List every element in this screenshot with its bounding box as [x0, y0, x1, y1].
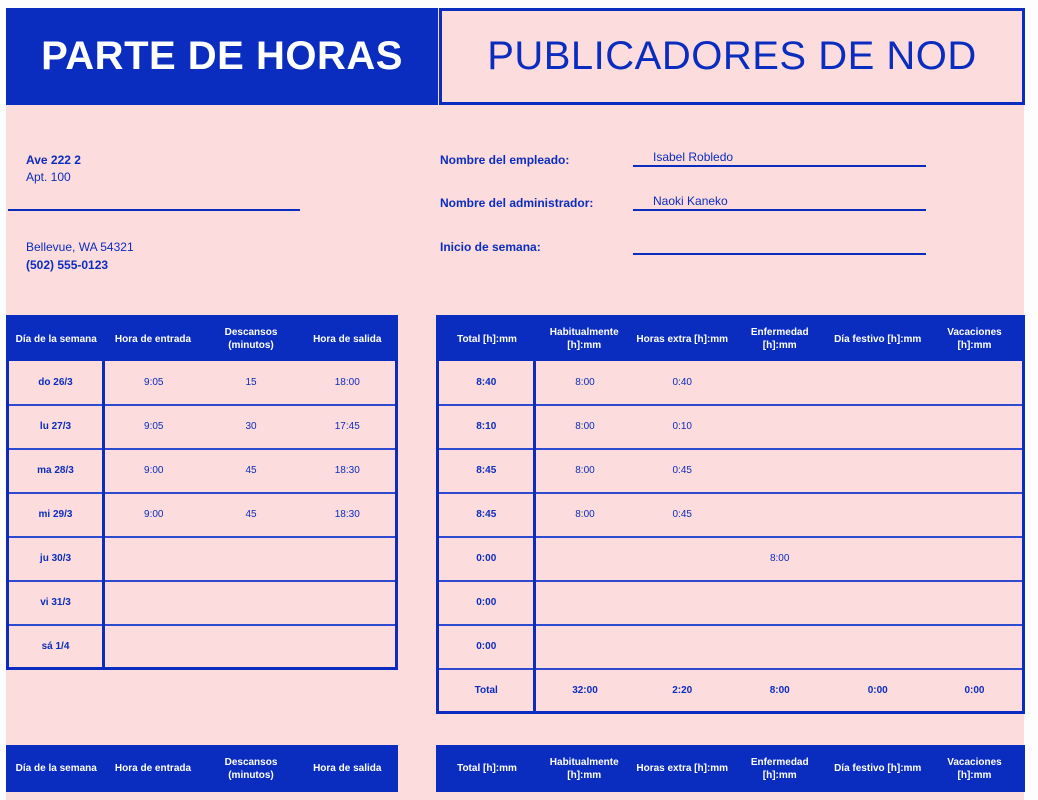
regular-cell [535, 625, 634, 669]
col-header-total: Total [h]:mm [438, 317, 535, 361]
empty-entry-cell[interactable] [104, 625, 397, 669]
regular-cell: 8:00 [535, 493, 634, 537]
address-city: Bellevue, WA 54321 [26, 240, 134, 254]
col-header-vacation: Vacaciones [h]:mm [927, 747, 1024, 791]
breaks-cell[interactable]: 30 [203, 405, 300, 449]
table-row [438, 537, 1024, 581]
employee-field[interactable]: Isabel Robledo [633, 150, 926, 167]
totals-label: Total [438, 669, 535, 713]
day-cell: ma 28/3 [8, 449, 104, 493]
table-row [438, 449, 1024, 493]
time-in-cell[interactable]: 9:00 [104, 493, 203, 537]
employee-label: Nombre del empleado: [440, 153, 570, 167]
sick-cell[interactable] [731, 405, 828, 449]
total-sick: 8:00 [769, 684, 790, 696]
total-cell: 0:00 [438, 537, 535, 581]
table-row [8, 537, 397, 581]
holiday-cell[interactable] [828, 537, 927, 581]
page-title: PARTE DE HORAS [6, 8, 438, 105]
col-header-day: Día de la semana [8, 317, 104, 361]
col-header-holiday: Día festivo [h]:mm [828, 317, 927, 361]
admin-label: Nombre del administrador: [440, 196, 594, 210]
address-phone: (502) 555-0123 [26, 258, 109, 272]
hours-summary-table [436, 315, 1025, 714]
vacation-cell[interactable] [927, 361, 1024, 405]
col-header-regular: Habitualmente [h]:mm [535, 747, 634, 791]
empty-entry-cell[interactable] [104, 537, 397, 581]
day-cell: mi 29/3 [8, 493, 104, 537]
table-row [8, 449, 397, 493]
company-name: PUBLICADORES DE NOD [439, 8, 1025, 105]
time-out-cell[interactable]: 18:00 [300, 361, 397, 405]
time-out-cell[interactable]: 18:30 [300, 493, 397, 537]
overtime-cell [633, 537, 730, 581]
time-in-cell[interactable]: 9:05 [104, 405, 203, 449]
col-header-overtime: Horas extra [h]:mm [633, 747, 730, 791]
vacation-cell[interactable] [927, 493, 1024, 537]
col-header-total: Total [h]:mm [438, 747, 535, 791]
holiday-cell[interactable] [828, 405, 927, 449]
table-row [8, 625, 397, 669]
holiday-cell[interactable] [828, 361, 927, 405]
col-header-in: Hora de entrada [104, 317, 203, 361]
col-header-sick: Enfermedad [h]:mm [731, 747, 828, 791]
regular-cell [535, 537, 634, 581]
sick-cell[interactable] [731, 449, 828, 493]
table-row [8, 361, 397, 405]
day-cell: ju 30/3 [8, 537, 104, 581]
breaks-cell[interactable]: 15 [203, 361, 300, 405]
col-header-out: Hora de salida [300, 747, 397, 791]
overtime-cell [633, 625, 730, 669]
time-out-cell[interactable]: 18:30 [300, 449, 397, 493]
week-start-label: Inicio de semana: [440, 240, 541, 254]
total-holiday: 0:00 [867, 684, 888, 696]
time-in-cell[interactable]: 9:00 [104, 449, 203, 493]
col-header-overtime: Horas extra [h]:mm [633, 317, 730, 361]
vacation-cell[interactable] [927, 537, 1024, 581]
vacation-cell[interactable] [927, 625, 1024, 669]
address-street: Ave 222 2 [26, 153, 81, 167]
table-row [438, 405, 1024, 449]
breaks-cell[interactable]: 45 [203, 493, 300, 537]
address-divider [8, 209, 300, 211]
table-row [8, 405, 397, 449]
total-cell: 8:10 [438, 405, 535, 449]
holiday-cell[interactable] [828, 581, 927, 625]
week-start-field[interactable] [633, 238, 926, 255]
sick-cell[interactable]: 8:00 [731, 537, 828, 581]
time-entry-table [6, 315, 398, 670]
sick-cell[interactable] [731, 361, 828, 405]
holiday-cell[interactable] [828, 625, 927, 669]
sick-cell[interactable] [731, 493, 828, 537]
breaks-cell[interactable]: 45 [203, 449, 300, 493]
total-vacation: 0:00 [964, 684, 985, 696]
col-header-regular: Habitualmente [h]:mm [535, 317, 634, 361]
time-out-cell[interactable]: 17:45 [300, 405, 397, 449]
day-cell: sá 1/4 [8, 625, 104, 669]
col-header-in: Hora de entrada [104, 747, 203, 791]
col-header-holiday: Día festivo [h]:mm [828, 747, 927, 791]
table-row [438, 625, 1024, 669]
overtime-cell: 0:45 [633, 493, 730, 537]
overtime-cell [633, 581, 730, 625]
table-row [438, 493, 1024, 537]
table-row [438, 581, 1024, 625]
timesheet [6, 8, 1024, 800]
table-row [8, 581, 397, 625]
day-cell: do 26/3 [8, 361, 104, 405]
day-cell: vi 31/3 [8, 581, 104, 625]
sick-cell[interactable] [731, 581, 828, 625]
total-cell: 8:40 [438, 361, 535, 405]
overtime-cell: 0:10 [633, 405, 730, 449]
admin-field[interactable]: Naoki Kaneko [633, 194, 926, 211]
vacation-cell[interactable] [927, 405, 1024, 449]
time-in-cell[interactable]: 9:05 [104, 361, 203, 405]
table-row [438, 361, 1024, 405]
col-header-day: Día de la semana [8, 747, 104, 791]
regular-cell [535, 581, 634, 625]
vacation-cell[interactable] [927, 449, 1024, 493]
col-header-out: Hora de salida [300, 317, 397, 361]
holiday-cell[interactable] [828, 449, 927, 493]
vacation-cell[interactable] [927, 581, 1024, 625]
total-cell: 8:45 [438, 493, 535, 537]
overtime-cell: 0:45 [633, 449, 730, 493]
total-cell: 0:00 [438, 625, 535, 669]
regular-cell: 8:00 [535, 449, 634, 493]
total-cell: 0:00 [438, 581, 535, 625]
day-cell: lu 27/3 [8, 405, 104, 449]
col-header-breaks: Descansos (minutos) [203, 317, 300, 361]
total-regular: 32:00 [572, 684, 598, 696]
sick-cell[interactable] [731, 625, 828, 669]
overtime-cell: 0:40 [633, 361, 730, 405]
col-header-breaks: Descansos (minutos) [203, 747, 300, 791]
address-apt: Apt. 100 [26, 170, 71, 184]
regular-cell: 8:00 [535, 361, 634, 405]
totals-row [438, 669, 1024, 713]
holiday-cell[interactable] [828, 493, 927, 537]
col-header-sick: Enfermedad [h]:mm [731, 317, 828, 361]
hours-summary-table-week2 [436, 745, 1025, 792]
time-entry-table-week2 [6, 745, 398, 792]
col-header-vacation: Vacaciones [h]:mm [927, 317, 1024, 361]
table-row [8, 493, 397, 537]
total-overtime: 2:20 [672, 684, 693, 696]
regular-cell: 8:00 [535, 405, 634, 449]
total-cell: 8:45 [438, 449, 535, 493]
empty-entry-cell[interactable] [104, 581, 397, 625]
